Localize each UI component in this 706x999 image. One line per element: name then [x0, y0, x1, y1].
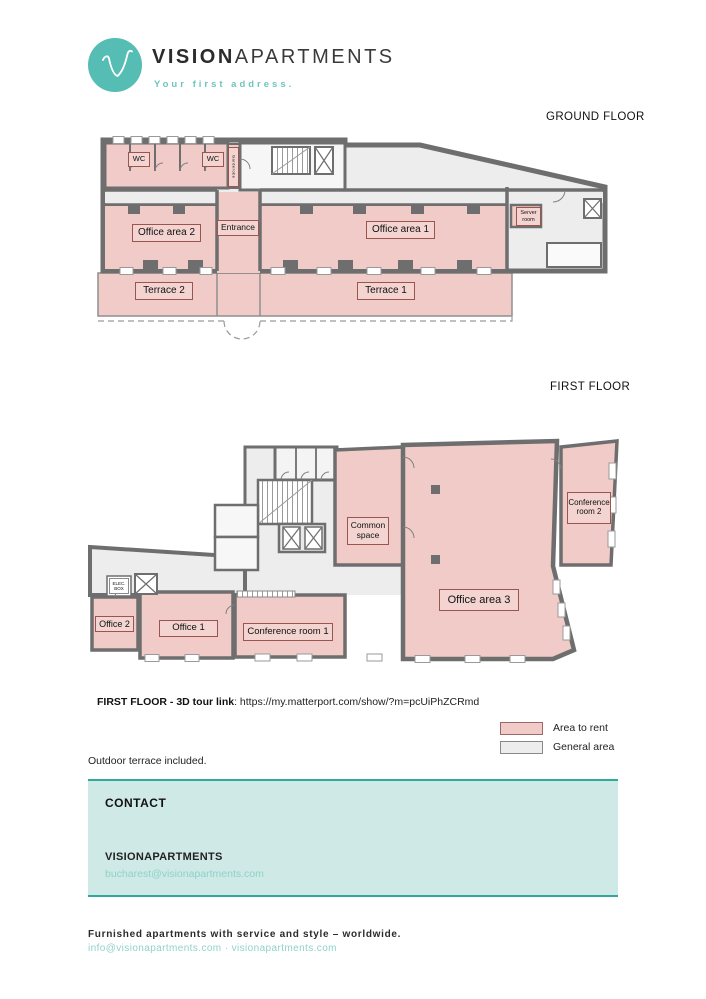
room-label-conference-room-1: Conference room 1	[243, 623, 333, 641]
script-v-icon	[95, 45, 135, 85]
room-label-entrance: Entrance	[217, 220, 259, 236]
legend-item-general-area	[500, 740, 614, 754]
brand-name-bold: VISION	[152, 46, 235, 68]
first-floor-title: FIRST FLOOR	[550, 381, 631, 393]
room-label-common-space: Common space	[347, 517, 389, 545]
elevator-icon	[135, 574, 157, 594]
tour-link-line	[97, 696, 479, 708]
room-label-office-area-3: Office area 3	[439, 589, 519, 611]
elevator-icon	[315, 147, 333, 174]
stairs-icon	[272, 147, 310, 174]
footer	[88, 929, 401, 954]
ground-floor-title: GROUND FLOOR	[546, 111, 645, 123]
footer-slogan: Furnished apartments with service and style – worldwide.	[88, 929, 402, 940]
contact-company: VISIONAPARTMENTS	[105, 851, 223, 863]
room-label-office-area-1: Office area 1	[366, 221, 435, 239]
contact-heading: CONTACT	[105, 796, 167, 810]
room-label-conference-room-2: Conference room 2	[567, 492, 611, 524]
room-label-terrace-1: Terrace 1	[357, 282, 415, 300]
brand-name	[152, 46, 395, 69]
first-floor-plan-drawing	[85, 435, 705, 675]
ground-floor-plan-drawing	[95, 131, 705, 355]
legend-swatch-rent	[500, 722, 543, 735]
first-floor-plan	[85, 435, 705, 675]
contact-box	[88, 779, 618, 897]
room-label-wc-left: WC	[128, 152, 150, 167]
legend-label-general: General area	[553, 741, 615, 753]
elevator-icon	[584, 199, 601, 218]
room-label-office-1: Office 1	[159, 620, 218, 637]
room-label-office-area-2: Office area 2	[132, 224, 201, 242]
room-label-server-room: Server room	[516, 207, 541, 226]
legend-label-rent: Area to rent	[553, 722, 608, 734]
legend-item-area-to-rent	[500, 721, 614, 735]
room-label-elec-box: ELEC. BOX	[109, 578, 129, 594]
tour-link-url[interactable]: : https://my.matterport.com/show/?m=pcUiPhZCRmd	[234, 696, 480, 708]
tour-link-label: FIRST FLOOR - 3D tour link	[97, 696, 235, 708]
room-label-garderobe: Garderobe	[228, 147, 239, 187]
room-label-terrace-2: Terrace 2	[135, 282, 193, 300]
elevator-icon	[279, 524, 325, 552]
contact-email[interactable]: bucharest@visionapartments.com	[105, 868, 264, 880]
visionapartments-logo-icon	[88, 38, 142, 92]
legend-swatch-general	[500, 741, 543, 754]
room-label-wc-right: WC	[202, 152, 224, 167]
footer-links[interactable]: info@visionapartments.com · visionapartments.com	[88, 943, 337, 954]
legend	[500, 721, 614, 759]
stairs-icon	[258, 480, 312, 524]
room-label-office-2: Office 2	[95, 616, 134, 632]
brand-name-light: APARTMENTS	[234, 46, 395, 68]
ground-floor-plan	[95, 131, 705, 355]
brand-tagline: Your first address.	[154, 79, 295, 90]
terrace-note: Outdoor terrace included.	[88, 755, 207, 767]
